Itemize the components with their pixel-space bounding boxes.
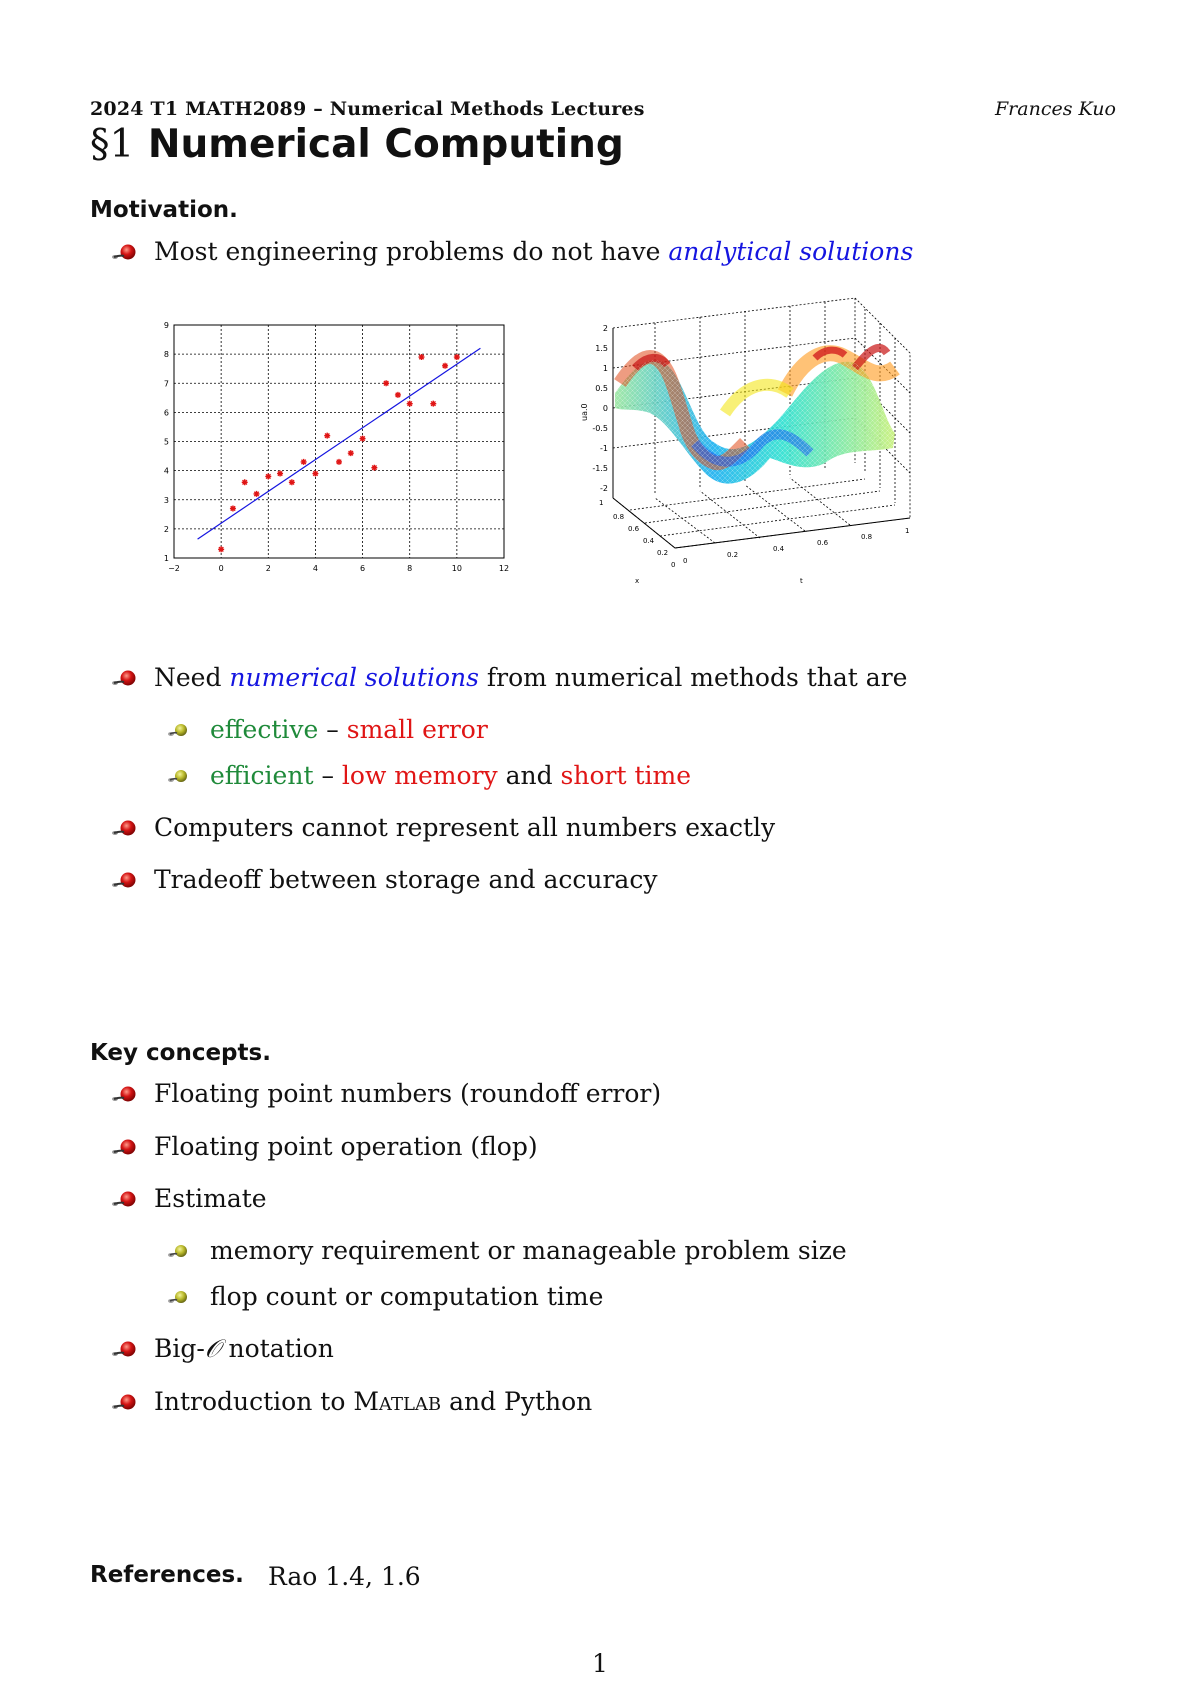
red-bullet-icon — [112, 1191, 138, 1207]
z-axis-label: ua.0 — [580, 403, 589, 421]
x-tick-label: 0 — [218, 564, 224, 573]
section-title: Numerical Computing — [147, 122, 624, 167]
x-tick: 0.8 — [613, 513, 625, 521]
yellow-bullet-icon — [168, 769, 188, 783]
data-point — [324, 433, 330, 439]
x-tick-label: 12 — [498, 564, 510, 573]
z-tick: 0 — [602, 404, 608, 413]
dash: – — [318, 715, 347, 744]
item-text: and Python — [441, 1387, 593, 1416]
item-text: Introduction to — [154, 1387, 354, 1416]
item-text: Most engineering problems do not have — [154, 237, 669, 266]
y-tick-label: 2 — [163, 524, 169, 534]
data-point — [419, 354, 425, 360]
item-text: memory requirement or manageable problem size — [210, 1236, 847, 1265]
yellow-bullet-icon — [168, 1244, 188, 1258]
y-tick: 0.8 — [861, 533, 873, 541]
x-tick: 0 — [671, 561, 676, 569]
references-value: Rao 1.4, 1.6 — [268, 1562, 421, 1591]
references-label: References. — [90, 1562, 244, 1588]
z-tick: -1.5 — [592, 464, 608, 473]
y-tick-label: 8 — [163, 350, 169, 360]
data-point — [360, 436, 366, 442]
data-point — [407, 401, 413, 407]
y-tick-label: 4 — [163, 466, 169, 476]
z-tick: -0.5 — [592, 424, 608, 433]
y-tick: 0 — [683, 557, 688, 565]
data-point — [395, 392, 401, 398]
x-tick: 0.2 — [657, 549, 669, 557]
item-text: notation — [220, 1334, 334, 1363]
yellow-bullet-icon — [168, 1290, 188, 1304]
z-tick: -1 — [600, 444, 608, 453]
y-tick: 0.2 — [727, 551, 739, 559]
data-point — [442, 363, 448, 369]
x-tick: 0.4 — [643, 537, 655, 545]
numerical-solutions-term: numerical solutions — [229, 663, 479, 692]
red-bullet-icon — [112, 1086, 138, 1102]
y-axis-label: t — [800, 577, 803, 585]
x-tick-label: −2 — [168, 564, 180, 573]
item-text: Big- — [154, 1334, 205, 1363]
y-tick: 0.4 — [773, 545, 785, 553]
data-point — [277, 471, 283, 477]
x-tick-label: 2 — [265, 564, 271, 573]
x-tick: 0.6 — [628, 525, 640, 533]
y-tick-label: 5 — [163, 437, 169, 447]
fit-line — [198, 348, 481, 539]
small-error-term: small error — [346, 715, 488, 744]
key-concepts-heading: Key concepts. — [90, 1040, 271, 1066]
data-point — [242, 479, 248, 485]
conjunction: and — [497, 761, 561, 790]
y-tick: 0.6 — [817, 539, 829, 547]
yellow-bullet-icon — [168, 723, 188, 737]
red-bullet-icon — [112, 1139, 138, 1155]
big-o-symbol: 𝒪 — [204, 1334, 221, 1363]
red-bullet-icon — [112, 670, 138, 686]
data-point — [265, 473, 271, 479]
z-tick: -2 — [600, 484, 608, 493]
y-tick: 1 — [905, 527, 910, 535]
item-text: Estimate — [154, 1184, 267, 1213]
x-tick-label: 4 — [312, 564, 318, 573]
dash: – — [313, 761, 342, 790]
matlab-name: Matlab — [353, 1387, 442, 1416]
x-tick-label: 10 — [451, 564, 462, 573]
effective-term: effective — [210, 715, 319, 744]
short-time-term: short time — [560, 761, 692, 790]
scatter-fit-chart — [160, 300, 520, 598]
x-tick-label: 8 — [407, 564, 413, 573]
surface-plot-3d — [575, 293, 980, 603]
data-point — [301, 459, 307, 465]
item-text: Tradeoff between storage and accuracy — [154, 865, 658, 894]
page-title — [90, 122, 624, 167]
z-tick: 1 — [602, 364, 608, 373]
data-point — [454, 354, 460, 360]
data-point — [218, 546, 224, 552]
motivation-heading: Motivation. — [90, 197, 238, 223]
low-memory-term: low memory — [341, 761, 498, 790]
red-bullet-icon — [112, 1394, 138, 1410]
author-name: Frances Kuo — [995, 98, 1116, 120]
data-point — [383, 380, 389, 386]
course-header: 2024 T1 MATH2089 – Numerical Methods Lectures — [90, 98, 645, 120]
item-text: Need — [154, 663, 230, 692]
analytical-solutions-term: analytical solutions — [668, 237, 914, 266]
data-point — [230, 505, 236, 511]
y-tick-label: 6 — [163, 408, 169, 418]
red-bullet-icon — [112, 872, 138, 888]
data-point — [371, 465, 377, 471]
data-point — [348, 450, 354, 456]
item-text: Computers cannot represent all numbers exactly — [154, 813, 776, 842]
x-axis-label: x — [635, 577, 640, 585]
data-point — [289, 479, 295, 485]
y-tick-label: 7 — [163, 379, 169, 389]
data-point — [336, 459, 342, 465]
z-tick: 2 — [602, 324, 608, 333]
y-tick-label: 3 — [163, 495, 169, 505]
data-point — [430, 401, 436, 407]
z-tick: 1.5 — [595, 344, 608, 353]
page-number: 1 — [592, 1649, 608, 1678]
red-bullet-icon — [112, 1341, 138, 1357]
data-point — [254, 491, 260, 497]
red-bullet-icon — [112, 244, 138, 260]
z-tick: 0.5 — [595, 384, 608, 393]
x-tick-label: 6 — [360, 564, 366, 573]
item-text: Floating point operation (flop) — [154, 1132, 538, 1161]
item-text: from numerical methods that are — [478, 663, 908, 692]
x-tick: 1 — [599, 499, 604, 507]
item-text: Floating point numbers (roundoff error) — [154, 1079, 662, 1108]
red-bullet-icon — [112, 820, 138, 836]
item-text: flop count or computation time — [210, 1282, 604, 1311]
y-tick-label: 9 — [163, 321, 169, 330]
efficient-term: efficient — [210, 761, 314, 790]
y-tick-label: 1 — [163, 554, 169, 563]
data-point — [312, 471, 318, 477]
section-mark: §1 — [90, 122, 135, 167]
